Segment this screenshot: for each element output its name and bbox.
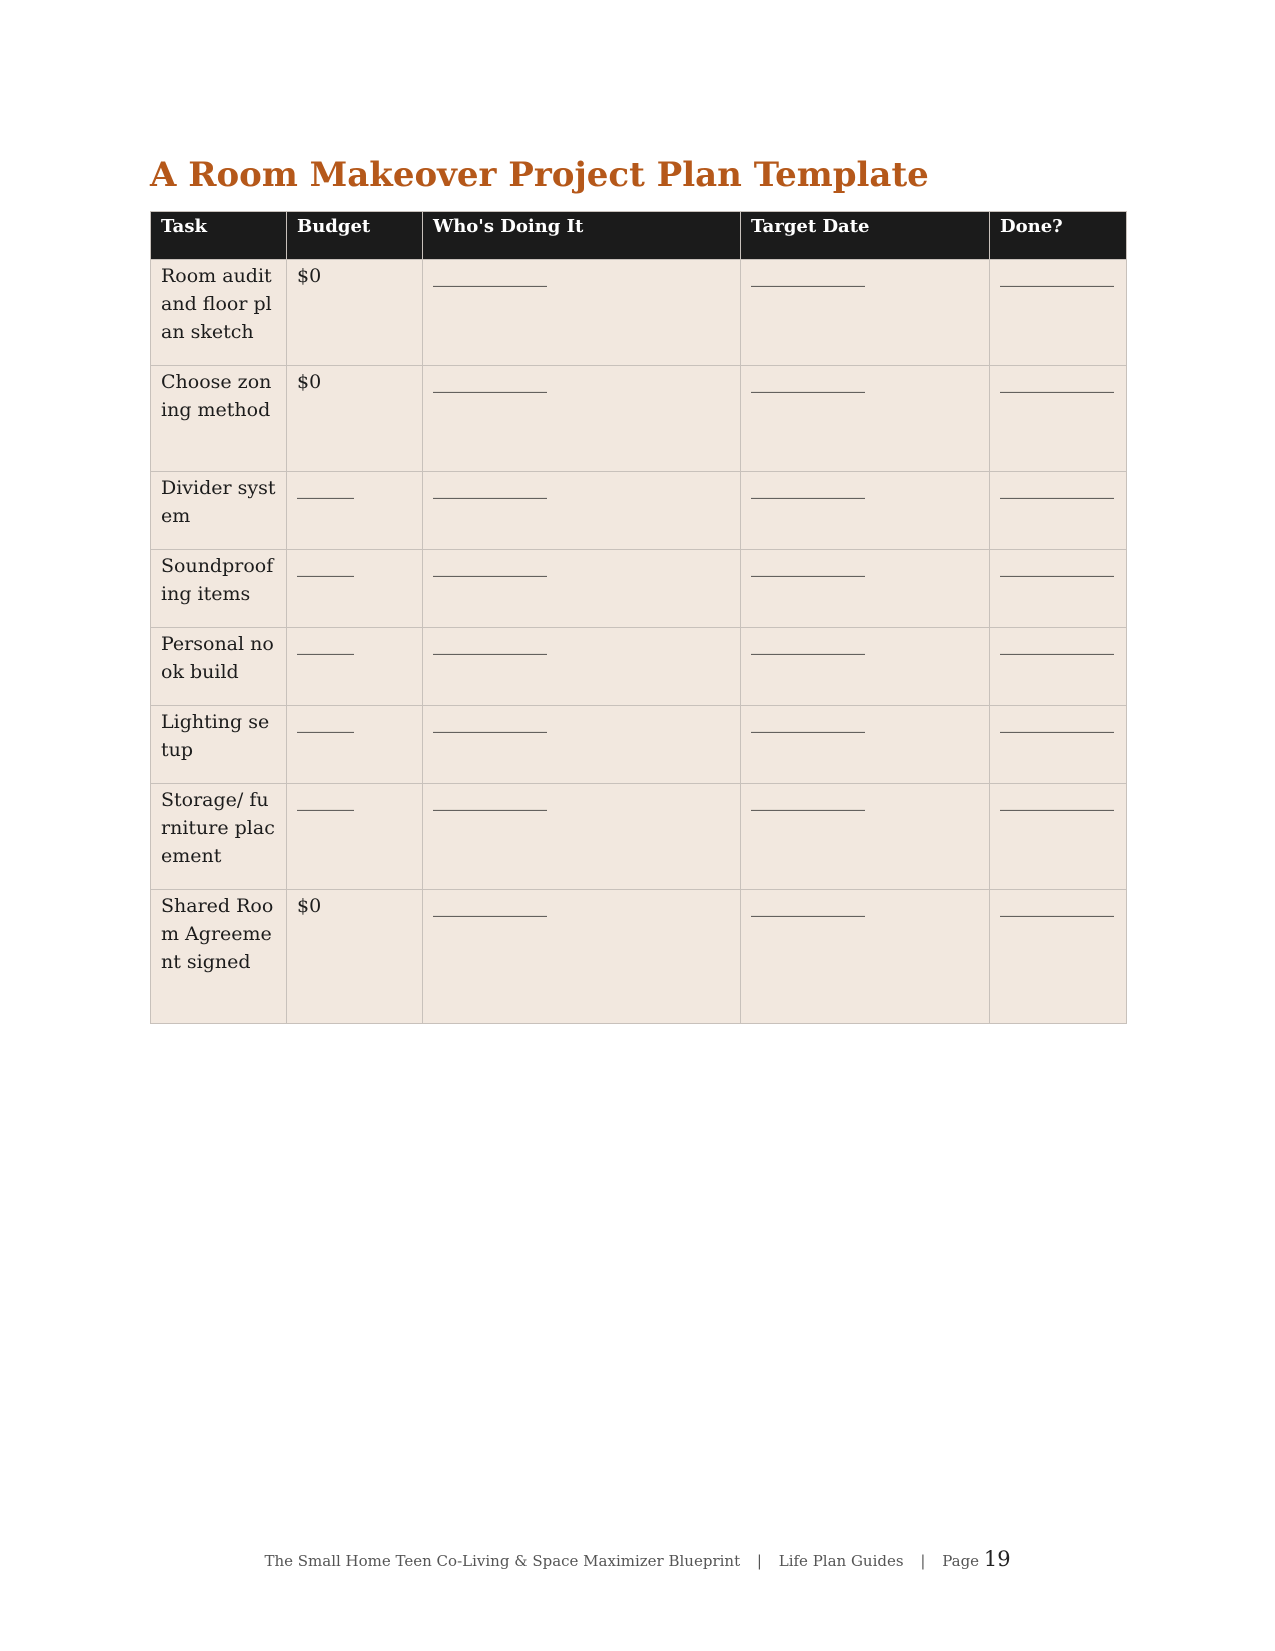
column-header-target-date: Target Date [741, 212, 990, 260]
target-date-cell: ____________ [741, 472, 990, 550]
done-cell: ____________ [990, 784, 1127, 890]
done-cell: ____________ [990, 890, 1127, 1024]
target-date-cell: ____________ [741, 890, 990, 1024]
table-header-row [151, 212, 1127, 260]
task-cell: Storage/ furniture placement [151, 784, 287, 890]
table-row [151, 472, 1127, 550]
task-cell: Divider system [151, 472, 287, 550]
task-cell: Personal nook build [151, 628, 287, 706]
table-row [151, 784, 1127, 890]
target-date-cell: ____________ [741, 706, 990, 784]
target-date-cell: ____________ [741, 784, 990, 890]
budget-cell: ______ [287, 550, 423, 628]
task-cell: Room audit and floor plan sketch [151, 260, 287, 366]
target-date-cell: ____________ [741, 366, 990, 472]
table-row [151, 706, 1127, 784]
who-cell: ____________ [423, 706, 741, 784]
budget-cell: ______ [287, 784, 423, 890]
done-cell: ____________ [990, 260, 1127, 366]
column-header-task: Task [151, 212, 287, 260]
footer-page-number: 19 [983, 1547, 1011, 1571]
page-title: A Room Makeover Project Plan Template [150, 155, 929, 195]
footer-page-label: Page [942, 1552, 980, 1570]
project-plan-table [150, 211, 1127, 1024]
who-cell: ____________ [423, 784, 741, 890]
who-cell: ____________ [423, 550, 741, 628]
done-cell: ____________ [990, 472, 1127, 550]
target-date-cell: ____________ [741, 628, 990, 706]
table-row [151, 628, 1127, 706]
table-row [151, 366, 1127, 472]
task-cell: Choose zoning method [151, 366, 287, 472]
column-header-budget: Budget [287, 212, 423, 260]
task-cell: Shared Room Agreement signed [151, 890, 287, 1024]
task-cell: Lighting setup [151, 706, 287, 784]
footer-separator: | [920, 1552, 926, 1570]
table-row [151, 260, 1127, 366]
column-header-who: Who's Doing It [423, 212, 741, 260]
budget-cell: ______ [287, 472, 423, 550]
table-row [151, 550, 1127, 628]
done-cell: ____________ [990, 366, 1127, 472]
budget-cell: ______ [287, 628, 423, 706]
who-cell: ____________ [423, 260, 741, 366]
footer-separator: | [756, 1552, 762, 1570]
budget-cell: $0 [287, 366, 423, 472]
table-row [151, 890, 1127, 1024]
who-cell: ____________ [423, 628, 741, 706]
column-header-done: Done? [990, 212, 1127, 260]
budget-cell: $0 [287, 260, 423, 366]
done-cell: ____________ [990, 550, 1127, 628]
done-cell: ____________ [990, 706, 1127, 784]
who-cell: ____________ [423, 366, 741, 472]
target-date-cell: ____________ [741, 260, 990, 366]
footer-book-title: The Small Home Teen Co-Living & Space Maximizer Blueprint [264, 1552, 741, 1570]
who-cell: ____________ [423, 890, 741, 1024]
who-cell: ____________ [423, 472, 741, 550]
task-cell: Soundproofing items [151, 550, 287, 628]
budget-cell: $0 [287, 890, 423, 1024]
footer-publisher: Life Plan Guides [778, 1552, 904, 1570]
page-footer [0, 1547, 1275, 1571]
target-date-cell: ____________ [741, 550, 990, 628]
budget-cell: ______ [287, 706, 423, 784]
done-cell: ____________ [990, 628, 1127, 706]
